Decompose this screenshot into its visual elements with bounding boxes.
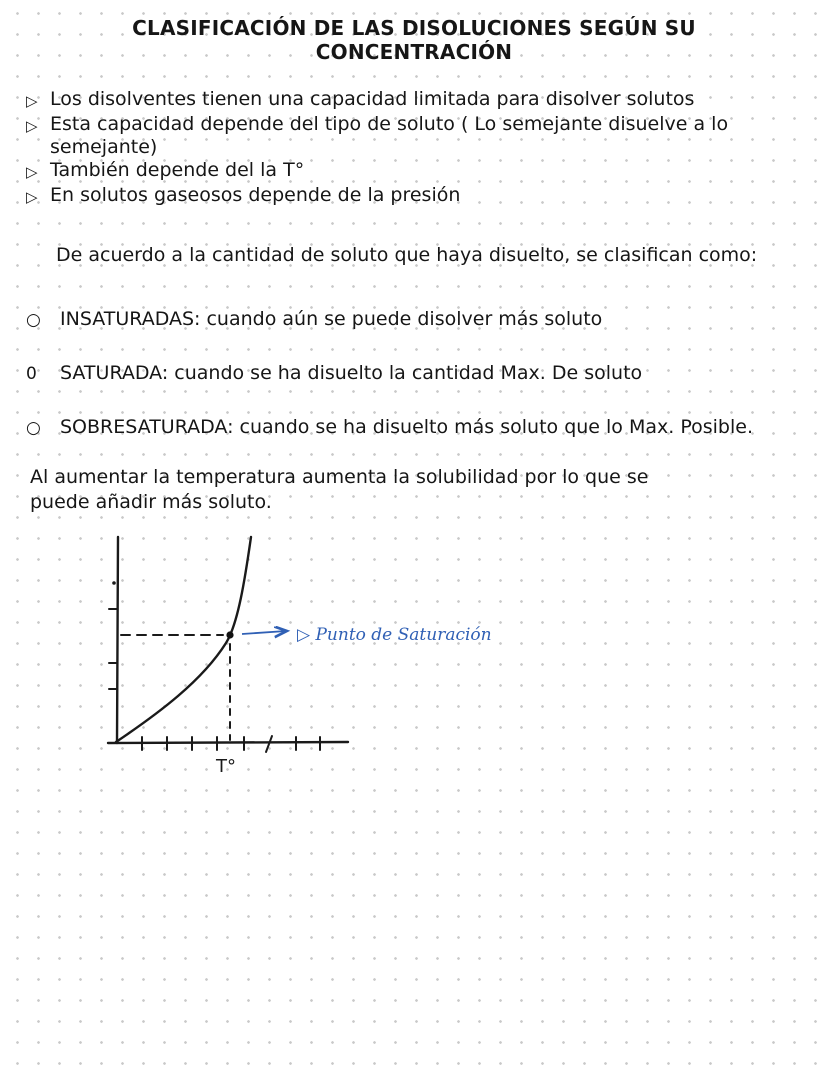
page-title	[0, 0, 828, 64]
solubility-graph	[84, 531, 604, 786]
title-line-1: CLASIFICACIÓN DE LAS DISOLUCIONES SEGÚN SU	[132, 16, 696, 40]
bullet-text: Los disolventes tienen una capacidad limitada para disolver solutos	[50, 88, 695, 110]
list-item	[26, 415, 828, 440]
x-axis	[108, 742, 348, 743]
bullet-text: En solutos gaseosos depende de la presión	[50, 184, 461, 206]
annotation-arrow	[242, 631, 286, 634]
triangle-bullet-icon: ▷	[26, 163, 38, 181]
intro-text: De acuerdo a la cantidad de soluto que haya disuelto, se clasifican como:	[56, 244, 758, 266]
triangle-bullet-icon: ▷	[26, 117, 38, 135]
circle-bullet-icon: ○	[26, 310, 41, 330]
list-item	[26, 113, 828, 159]
classification-text: INSATURADAS: cuando aún se puede disolver más soluto	[60, 308, 603, 330]
list-item	[26, 88, 828, 113]
title-line-2: CONCENTRACIÓN	[315, 40, 513, 64]
x-axis-label: T°	[216, 756, 236, 777]
y-axis	[117, 537, 118, 743]
classification-list	[26, 307, 828, 440]
circle-bullet-icon: ○	[26, 418, 41, 438]
bullet-list	[26, 88, 828, 209]
solubility-graph-canvas	[84, 531, 604, 786]
bullet-text: Esta capacidad depende del tipo de soluto ( Lo semejante disuelve a lo semejante)	[50, 113, 729, 158]
triangle-bullet-icon: ▷	[26, 92, 38, 110]
bullet-text: También depende del la T°	[50, 159, 305, 181]
list-item	[26, 184, 828, 209]
list-item	[26, 307, 828, 332]
y-axis-ticks	[109, 581, 117, 689]
list-item	[26, 159, 828, 184]
saturation-point	[226, 631, 233, 638]
list-item	[26, 361, 828, 386]
note-text: Al aumentar la temperatura aumenta la solubilidad por lo que se puede añadir más soluto.	[30, 466, 649, 513]
triangle-bullet-icon: ▷	[26, 188, 38, 206]
graph-annotation: ▷ Punto de Saturación	[297, 625, 492, 645]
classification-text: SATURADA: cuando se ha disuelto la cantidad Max. De soluto	[60, 362, 643, 384]
classification-text: SOBRESATURADA: cuando se ha disuelto más soluto que lo Max. Posible.	[60, 416, 753, 438]
circle-bullet-icon: 0	[26, 364, 37, 384]
